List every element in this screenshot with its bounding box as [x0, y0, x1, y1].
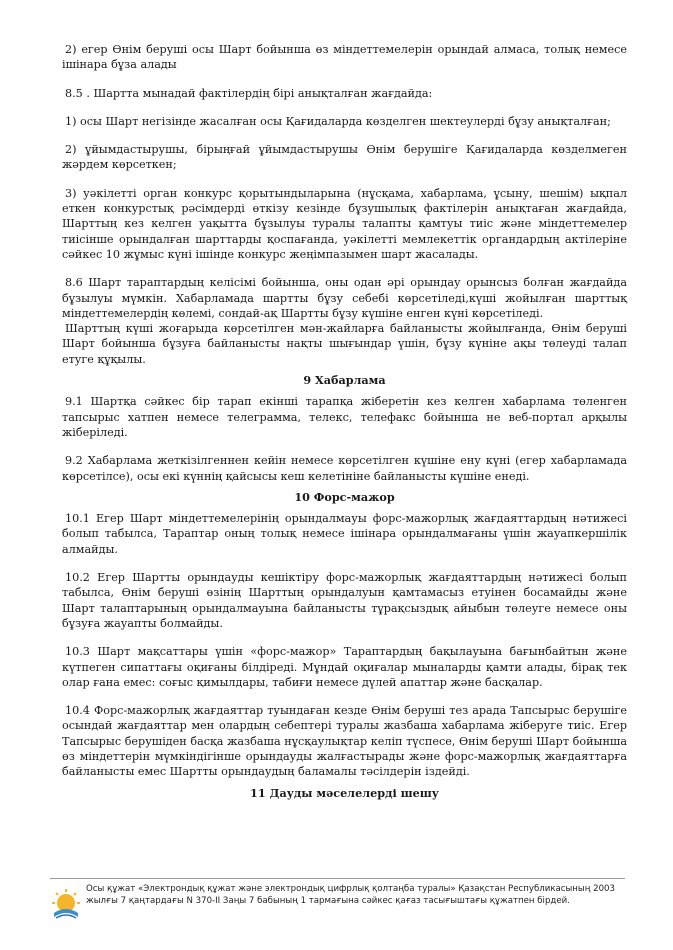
document-page [62, 42, 627, 807]
paragraph: 8.5 . Шартта мынадай фактілердің бірі анықталған жағдайда: [65, 86, 433, 100]
egov-sun-logo-icon [50, 887, 82, 923]
paragraph: 10.3 Шарт мақсаттары үшін «форс-мажор» Тараптардың бақылауына бағынбайтын және күтпеген сипаттағы оқиғаны білдіреді. Мұндай оқиғалар мыналарды қамти алады, бірақ тек олар ғана емес: соғыс қимылдары, табиғи немесе дүлей апаттар және басқалар. [62, 645, 627, 689]
section-heading-notice: 9 Хабарлама [303, 373, 386, 388]
paragraph: 9.2 Хабарлама жеткізілгеннен кейін немесе көрсетілген күшіне ену күні (егер хабарламада көрсетілсе), осы екі күннің қайсысы кеш келетініне байланысты күшіне енеді. [62, 454, 627, 483]
section-heading-force-majeure: 10 Форс-мажор [294, 489, 395, 504]
paragraph: Шарттың күші жоғарыда көрсетілген мән-жайларға байланысты жойылғанда, Өнім беруші Шарт бойынша бұзуға байланысты нақты шығындар үшін, бұзу күніне ақы төлеуді талап етуге құқылы. [62, 322, 627, 366]
section-heading-disputes: 11 Дауды мәселелерді шешу [250, 785, 439, 800]
paragraph: 10.1 Егер Шарт міндеттемелерінің орындалмауы форс-мажорлық жағдаяттардың нәтижесі болып табылса, Тараптар оның толық немесе ішінара орындалмағаны үшін жауапкершілік алмайды. [62, 512, 627, 556]
paragraph: 10.4 Форс-мажорлық жағдаяттар туындаған кезде Өнім беруші тез арада Тапсырыс берушіге осындай жағдаяттар мен олардың себептері туралы жазбаша хабарлама жіберуге тиіс. Егер Тапсырыс берушіден басқа жазбаша нұсқаулықтар келіп түспесе, Өнім беруші Шарт бойынша өз міндеттерін мүмкіндігінше орындауды жалғастырады және форс-мажорлық жағдаяттарға байланысты емес Шартты орындаудың баламалы тәсілдерін іздейді. [62, 704, 627, 779]
page-footer [50, 878, 625, 923]
footer-legal-text: Осы құжат «Электрондық құжат және электрондық цифрлық қолтаңба туралы» Қазақстан Республикасының 2003 жылғы 7 қаңтардағы N 370-II Заңы 7 бабының 1 тармағына сәйкес қағаз тасығыштағы құжатпен бірдей. [86, 884, 615, 906]
paragraph: 2) ұйымдастырушы, бірыңғай ұйымдастырушы Өнім берушіге Қағидаларда көзделмеген жәрдем көрсеткен; [62, 143, 627, 172]
paragraph: 2) егер Өнім беруші осы Шарт бойынша өз міндеттемелерін орындай алмаса, толық немесе ішінара бұза алады [62, 43, 627, 72]
paragraph: 8.6 Шарт тараптардың келісімі бойынша, оны одан әрі орындау орынсыз болған жағдайда бұзылуы мүмкін. Хабарламада шартты бұзу себебі көрсетіледі,күші жойылған шарттық міндеттемелердің көлемі, сондай-ақ Шартты бұзу күшіне енген күні көрсетіледі. [62, 276, 627, 320]
paragraph: 3) уәкілетті орган конкурс қорытындыларына (нұсқама, хабарлама, ұсыну, шешім) ықпал еткен конкурстық рәсімдерді өткізу кезінде бұзушылық фактілерін анықтаған жағдайда, Шарттың кез келген уақытта бұзылуы туралы талапты қамтуы тиіс және міндеттемелер тиісінше орындалған шарттарды қоспағанда, уәкілетті мемлекеттік органдардың актілеріне сәйкес 10 жұмыс күні ішінде конкурс жеңімпазымен шарт жасалады. [62, 186, 627, 261]
paragraph: 9.1 Шартқа сәйкес бір тарап екінші тарапқа жіберетін кез келген хабарлама төленген тапсырыс хатпен немесе телеграмма, телекс, телефакс бойынша не веб-портал арқылы жіберіледі. [62, 395, 627, 439]
paragraph: 1) осы Шарт негізінде жасалған осы Қағидаларда көзделген шектеулерді бұзу анықталған; [65, 114, 611, 128]
paragraph: 10.2 Егер Шартты орындауды кешіктіру форс-мажорлық жағдаяттардың нәтижесі болып табылса, Өнім беруші өзінің Шарттың орындалуын қамтамасыз етуінен босамайды және Шарт талаптарының орындалмауына байланысты тұрақсыздық айыбын төлеуге немесе оны бұзуға жауапты болмайды. [62, 571, 627, 630]
